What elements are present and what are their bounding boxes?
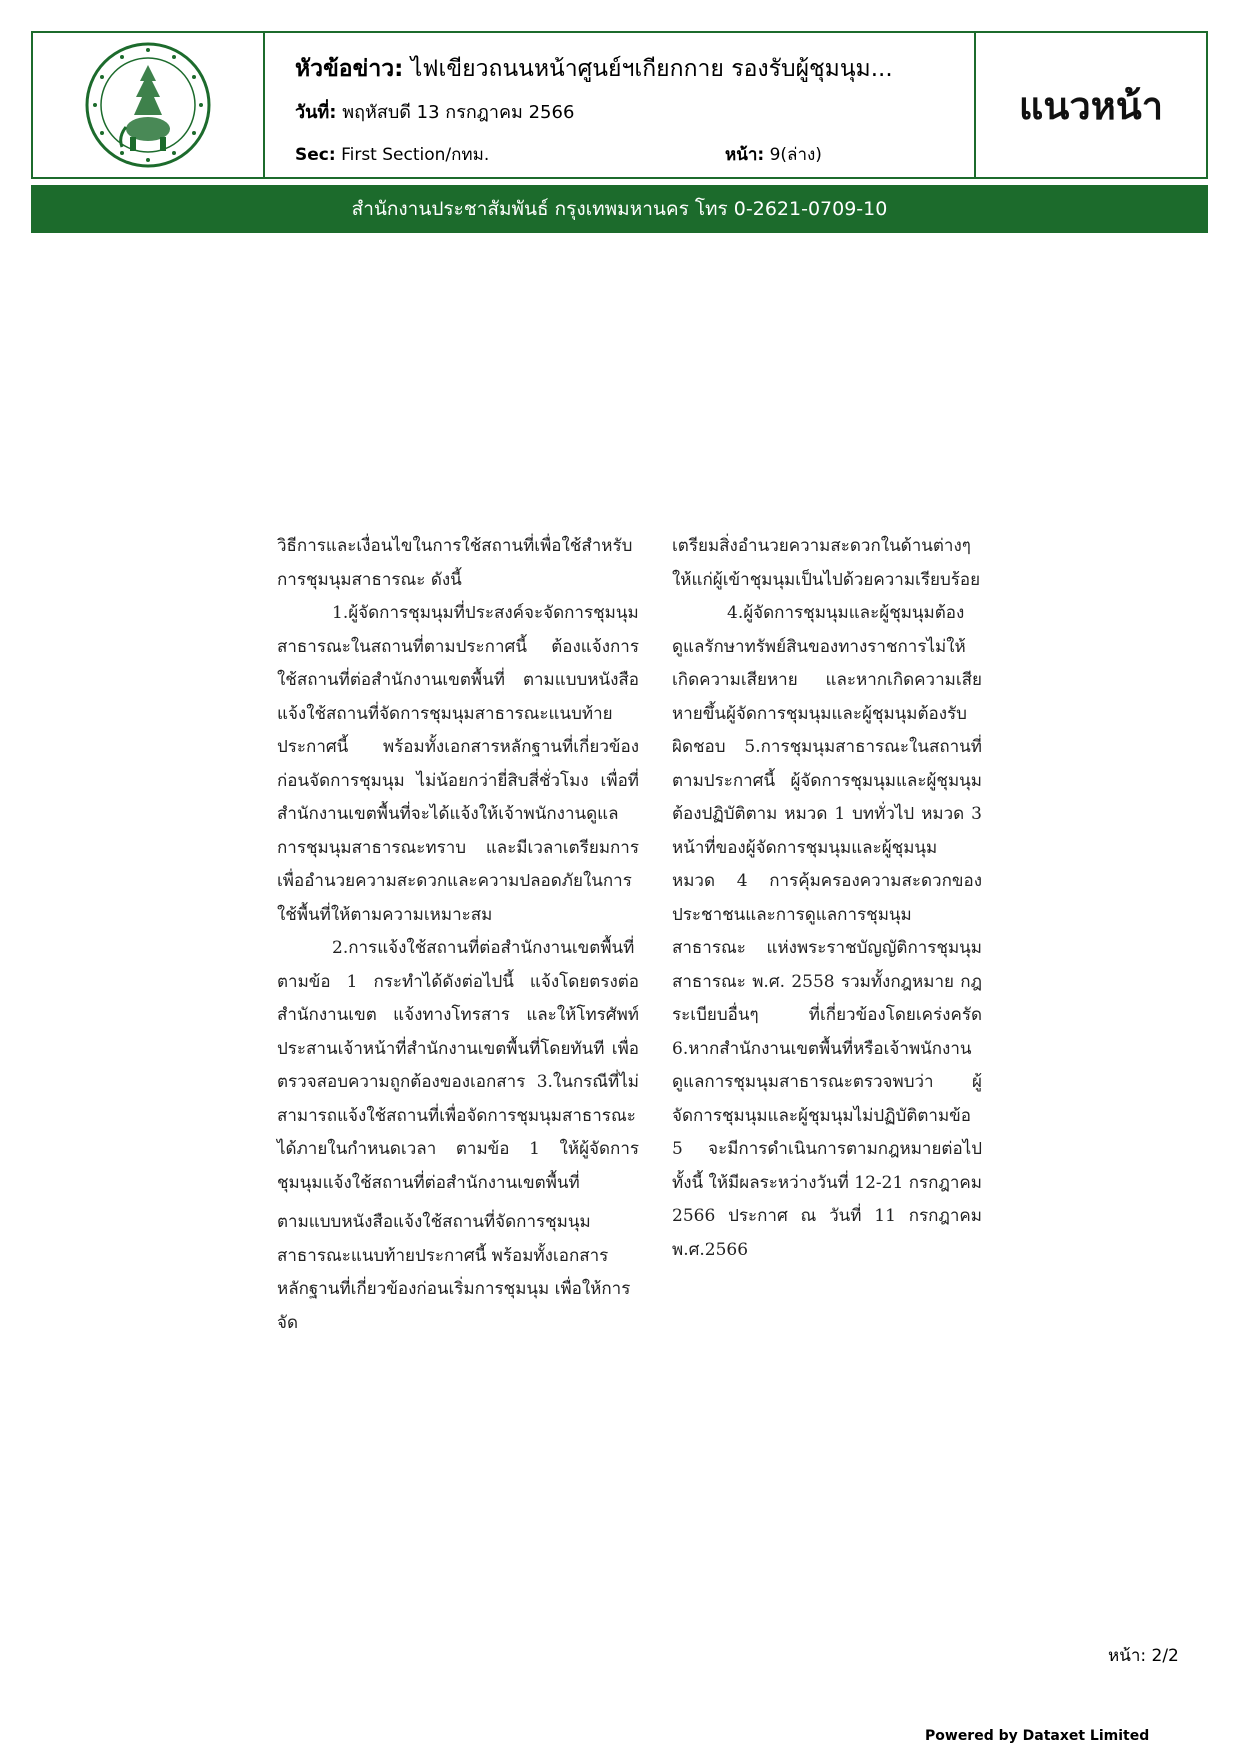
date-row (295, 97, 574, 126)
headline-label: หัวข้อข่าว: (295, 56, 404, 82)
article-paragraph: ตามแบบหนังสือแจ้งใช้สถานที่จัดการชุมนุมสาธารณะแนบท้ายประกาศนี้ พร้อมทั้งเอกสารหลักฐานที่เกี่ยวข้องก่อนเริ่มการชุมนุม เพื่อให้การจัด (277, 1212, 631, 1333)
powered-by: Powered by Dataxet Limited (925, 1728, 1150, 1744)
headline-row (295, 51, 893, 87)
page-number: หน้า: 2/2 (1108, 1646, 1179, 1666)
article-column-right (672, 530, 982, 1267)
date-text: พฤหัสบดี 13 กรกฎาคม 2566 (342, 102, 575, 123)
headline-text: ไฟเขียวถนนหน้าศูนย์ฯเกียกกาย รองรับผู้ชุมนุม... (410, 56, 893, 82)
page-text: 9(ล่าง) (769, 145, 822, 165)
contact-banner: สำนักงานประชาสัมพันธ์ กรุงเทพมหานคร โทร 0-2621-0709-10 (31, 185, 1208, 233)
article-paragraph: 4.ผู้จัดการชุมนุมและผู้ชุมนุมต้องดูแลรักษาทรัพย์สินของทางราชการไม่ให้เกิดความเสียหาย และหากเกิดความเสียหายขึ้นผู้จัดการชุมนุมและผู้ชุมนุมต้องรับผิดชอบ 5.การชุมนุมสาธารณะในสถานที่ตามประกาศนี้ ผู้จัดการชุมนุมและผู้ชุมนุมต้องปฏิบัติตาม หมวด 1 บททั่วไป หมวด 3 หน้าที่ของผู้จัดการชุมนุมและผู้ชุมนุม หมวด 4 การคุ้มครองความสะดวกของประชาชนและการดูแลการชุมนุมสาธารณะ แห่งพระราชบัญญัติการชุมนุมสาธารณะ พ.ศ. 2558 รวมทั้งกฎหมาย กฎ ระเบียบอื่นๆ ที่เกี่ยวข้องโดยเคร่งครัด 6.หากสำนักงานเขตพื้นที่หรือเจ้าพนักงานดูแลการชุมนุมสาธารณะตรวจพบว่า ผู้จัดการชุมนุมและผู้ชุมนุมไม่ปฏิบัติตามข้อ 5 จะมีการดำเนินการตามกฎหมายต่อไป ทั้งนี้ ให้มีผลระหว่างวันที่ 12-21 กรกฎาคม 2566 ประกาศ ณ วันที่ 11 กรกฎาคม พ.ศ.2566 (672, 603, 982, 1260)
bangkok-seal-logo (84, 41, 212, 169)
page-label: หน้า: (725, 145, 765, 165)
newspaper-name-cell (976, 33, 1206, 177)
article-paragraph: 2.การแจ้งใช้สถานที่ต่อสำนักงานเขตพื้นที่ตามข้อ 1 กระทำได้ดังต่อไปนี้ แจ้งโดยตรงต่อสำนักงานเขต แจ้งทางโทรสาร และให้โทรศัพท์ประสานเจ้าหน้าที่สำนักงานเขตพื้นที่โดยทันที เพื่อตรวจสอบความถูกต้องของเอกสาร 3.ในกรณีที่ไม่สามารถแจ้งใช้สถานที่เพื่อจัดการชุมนุมสาธารณะได้ภายในกำหนดเวลา ตามข้อ 1 ให้ผู้จัดการชุมนุมแจ้งใช้สถานที่ต่อสำนักงานเขตพื้นที่ (277, 938, 639, 1193)
article-paragraph: วิธีการและเงื่อนไขในการใช้สถานที่เพื่อใช้สำหรับการชุมนุมสาธารณะ ดังนี้ (277, 536, 633, 590)
section-row (295, 141, 489, 168)
date-label: วันที่: (295, 102, 337, 123)
article-column-left (277, 530, 639, 1340)
clipping-header (31, 31, 1208, 179)
headline-info (265, 33, 976, 177)
article-paragraph: 1.ผู้จัดการชุมนุมที่ประสงค์จะจัดการชุมนุมสาธารณะในสถานที่ตามประกาศนี้ ต้องแจ้งการใช้สถานที่ต่อสำนักงานเขตพื้นที่ ตามแบบหนังสือแจ้งใช้สถานที่จัดการชุมนุมสาธารณะแนบท้ายประกาศนี้ พร้อมทั้งเอกสารหลักฐานที่เกี่ยวข้องก่อนจัดการชุมนุม ไม่น้อยกว่ายี่สิบสี่ชั่วโมง เพื่อที่สำนักงานเขตพื้นที่จะได้แจ้งให้เจ้าพนักงานดูแลการชุมนุมสาธารณะทราบ และมีเวลาเตรียมการเพื่ออำนวยความสะดวกและความปลอดภัยในการใช้พื้นที่ให้ตามความเหมาะสม (277, 603, 639, 925)
article-paragraph: เตรียมสิ่งอำนวยความสะดวกในด้านต่างๆ ให้แก่ผู้เข้าชุมนุมเป็นไปด้วยความเรียบร้อย (672, 536, 981, 590)
newspaper-name: แนวหน้า (1018, 83, 1164, 128)
sec-text: First Section/กทม. (341, 145, 490, 165)
logo-cell (33, 33, 265, 177)
page-row (725, 141, 822, 168)
sec-label: Sec: (295, 145, 336, 165)
